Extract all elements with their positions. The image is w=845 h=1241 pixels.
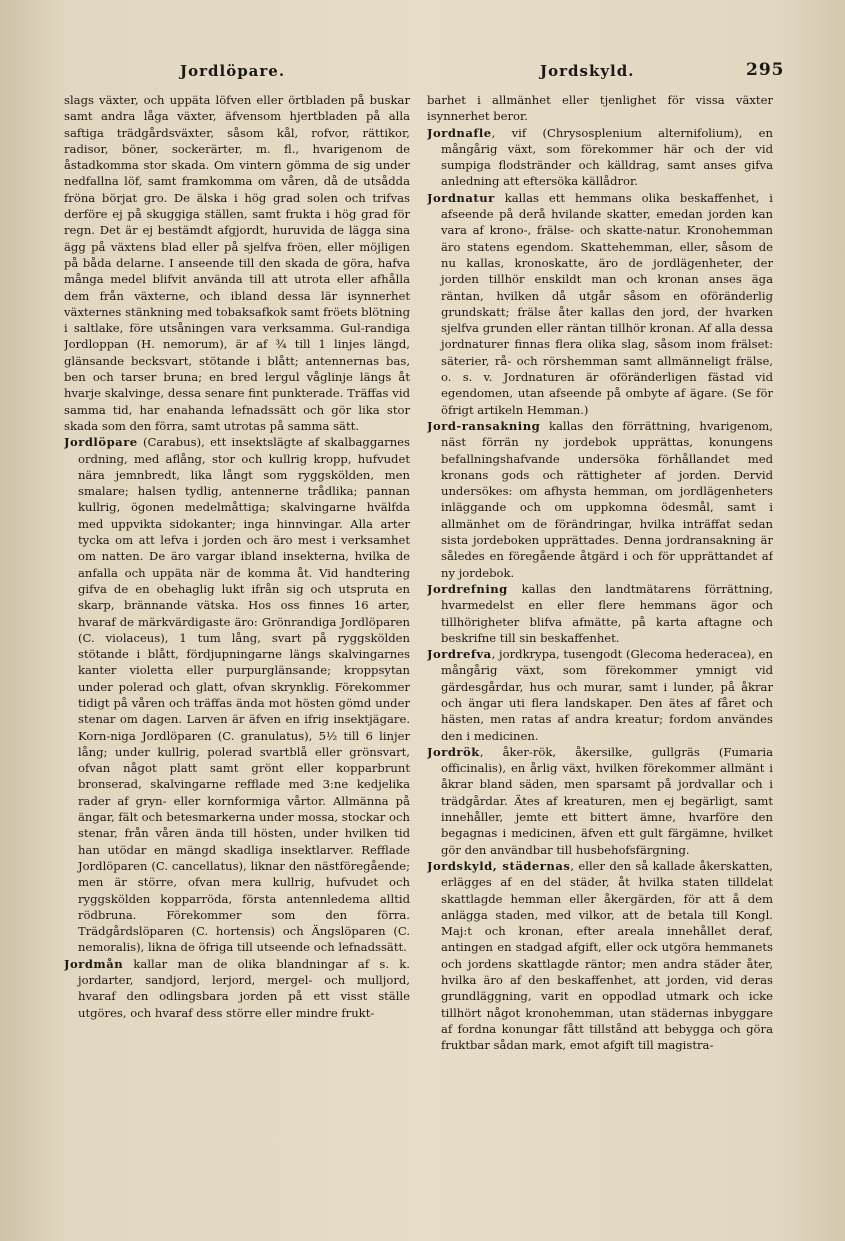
entry-jordrefning: Jordrefning kallas den landtmätarens förrättning, hvarmedelst en eller flere hemmans ägor och tillhörigheter blifva afmätte, på karta aftagne och beskrifne till sin beskaffenhet. (427, 581, 773, 645)
headword: Jordrök (427, 744, 480, 759)
headword: Jordnatur (427, 190, 495, 205)
entry-continuation: barhet i allmänhet eller tjenlighet för vissa växter isynnerhet beror. (427, 93, 773, 124)
right-column (427, 92, 773, 1202)
headword: Jordmån (64, 956, 124, 971)
headword: Jordskyld, städernas (427, 858, 571, 873)
page-number: 295 (746, 60, 785, 80)
headword: Jordlöpare (64, 435, 138, 450)
entry-jordlopare: Jordlöpare (Carabus), ett insektslägte af skalbaggarnes ordning, med aflång, stor och kullrig kropp, hufvudet nära jemnbredt, lika långt som ryggskölden, men smalare; halsen tydlig, antennerne trådlika; pannan kullrig, ögonen medelmåttiga; skalvingarne hvälfda med uppvikta sidokanter; inga hinnvingar. Alla arter tycka om att lefva i jorden och äro mest i verksamhet om natten. De äro vargar ibland insekterna, hvilka de anfalla och uppäta när de komma åt. Vid handtering gifva de en obehaglig lukt ifrån sig och utspruta en skarp, brännande vätska. Hos oss finnes 16 arter, hvaraf de märkvärdigaste äro: Grönrandiga Jordlöparen (C. violaceus), 1 tum lång, svart på ryggskölden stötande i blått, fördjupningarne längs skalvingarnes kanter violetta eller purpurglänsande; kroppsytan under polerad och glatt, ofvan skrynklig. Förekommer tidigt på våren och träffas ända mot hösten gömd under stenar om dagen. Larven är äfven en ifrig insektjägare. Korn-niga Jordlöparen (C. granulatus), 5½ till 6 linjer lång; under kullrig, polerad svartblå eller grönsvart, ofvan något platt samt grönt eller kopparbrunt bronserad, skalvingarne refflade med 3:ne kedjelika rader af gryn- eller kornformiga vårtor. Allmänna på ängar, fält och betesmarkerna under mossa, stockar och stenar, från våren ända till hösten, under hvilken tid han utödar en mängd skadliga insektlarver. Refflade Jordlöparen (C. cancellatus), liknar den nästföregående; men är större, ofvan mera kullrig, hufvudet och ryggskölden kopparröda, första antennledema alltid rödbruna. Förekommer som den förra. Trädgårdslöparen (C. hortensis) och Ängslöparen (C. nemoralis), likna de öfriga till utseende och lefnadssätt. (64, 435, 410, 955)
running-head-left: Jordlöpare. (180, 62, 286, 80)
entry-jord-ransakning: Jord-ransakning kallas den förrättning, hvarigenom, näst förrän ny jordebok upprättas, konungens befallningshafvande undersöka förhållandet med kronans gods och rättigheter af jorden. Dervid undersökes: om afhysta hemman, om jordlägenheters inläggande och om uppkomna ödesmål, samt i allmänhet om de förändringar, hvilka inträffat sedan sista jordeboken upprättades. Denna jordransakning är således en föregående åtgärd i och för upprättandet af ny jordebok. (427, 418, 773, 580)
entry-jordman: Jordmån kallar man de olika blandningar af s. k. jordarter, sandjord, lerjord, mergel- och mulljord, hvaraf den odlingsbara jorden på ett visst ställe utgöres, och hvaraf dess större eller mindre frukt- (64, 956, 410, 1020)
headword: Jord-ransakning (427, 418, 541, 433)
running-head-center: Jordskyld. (540, 62, 635, 80)
entry-jordnatur: Jordnatur kallas ett hemmans olika beskaffenhet, i afseende på derå hvilande skatter, emedan jorden kan vara af krono-, frälse- och skatte-natur. Kronohemman äro statens egendom. Skattehemman, eller, såsom de nu kallas, kronoskatte, äro de jordlägenheter, der jorden tillhör enskildt man och kronan anses äga räntan, hvilken då utgår såsom en oföränderlig grundskatt; frälse åter kallas den jord, der hvarken sjelfva grunden eller räntan tillhör kronan. Af alla dessa jordnaturer finnas flera olika slag, såsom inom frälset: säterier, rå- och rörshemman samt allmänneligt frälse, o. s. v. Jordnaturen är oföränderligen fästad vid egendomen, utan afseende på ombyte af ägare. (Se för öfrigt artikeln Hemman.) (427, 190, 773, 417)
entry-jordskyld: Jordskyld, städernas, eller den så kallade åkerskatten, erlägges af en del städer, åt hvilka staten tilldelat skattlagde hemman eller åkergärden, för att å dem anlägga staden, med vilkor, att de betala till Kongl. Maj:t och kronan, efter areala innehållet deraf, antingen en stadgad afgift, eller ock utgöra hemmanets och jordens skattlagde räntor; men andra städer åter, hvilka äro af den beskaffenhet, att jorden, vid deras grundläggning, varit en oppodlad utmark och icke tillhört något kronohemman, utan städernas inbyggare af fordna konungar fått tillstånd att bebygga och göra fruktbar sådan mark, emot afgift till magistra- (427, 858, 773, 1053)
entry-jordnafle: Jordnafle, vif (Chrysosplenium alternifolium), en mångårig växt, som förekommer här och der vid sumpiga flodstränder och källdrag, samt anses gifva anledning att eftersöka källådror. (427, 125, 773, 189)
left-column (64, 92, 410, 1202)
headword: Jordrefva (427, 647, 492, 662)
entry-continuation: slags växter, och uppäta löfven eller örtbladen på buskar samt andra låga växter, äfvensom hjertbladen på alla saftiga trädgårdsväxter, såsom kål, rofvor, rättikor, radisor, böner, sockerärter, m. fl., hvarigenom de åstadkomma stor skada. Om vintern gömma de sig under nedfallna löf, samt framkomma om våren, då de utsådda fröna börjat gro. De älska i hög grad solen och trifvas derföre ej på skuggiga ställen, samt frukta i hög grad för regn. Det är ej bestämdt afgjordt, huruvida de lägga sina ägg på växtens blad eller på sjelfva fröen, eller möjligen på båda delarne. I anseende till den skada de göra, hafva många medel blifvit använda till att utrota eller afhålla dem från växterne, och ibland dessa lär isynnerhet växternes stänkning med tobaksafkok samt fröets blötning i saltlake, före utsåningen vara verksamma. Gul-randiga Jordloppan (H. nemorum), är af ¾ till 1 linjes längd, glänsande becksvart, stötande i blått; antennernas bas, ben och tarser bruna; en bred lergul våglinje längs åt hvarje skalvinge, dessa senare fint punkterade. Träffas vid samma tid, har enahanda lefnadssätt och gör lika stor skada som den förra, samt utrotas på samma sätt. (64, 93, 410, 433)
entry-jordrok: Jordrök, åker-rök, åkersilke, gullgräs (Fumaria officinalis), en årlig växt, hvilken förekommer allmänt i åkrar bland säden, men sparsamt på jordvallar och i trädgårdar. Ätes af kreaturen, men ej begärligt, samt innehåller, jemte ett bittert ämne, hvarföre den begagnas i medicinen, äfven ett gult färgämne, hvilket gör den användbar till husbehofsfärgning. (427, 744, 773, 857)
entry-jordrefva: Jordrefva, jordkrypa, tusengodt (Glecoma hederacea), en mångårig växt, som förekommer ymnigt vid gärdesgårdar, hus och murar, samt i lunder, på åkrar och ängar uti flera landskaper. Den ätes af fåret och hästen, men ratas af andra kreatur; fordom användes den i medicinen. (427, 647, 773, 743)
headword: Jordnafle (427, 125, 492, 140)
headword: Jordrefning (427, 581, 508, 596)
